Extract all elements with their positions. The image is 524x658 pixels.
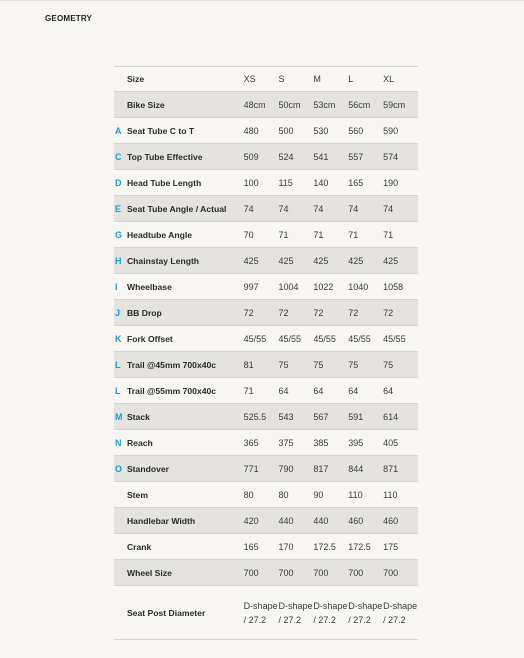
row-value: 71	[383, 229, 394, 240]
row-value: 420	[243, 515, 259, 526]
row-value: 574	[383, 151, 399, 162]
row-value: 170	[278, 541, 294, 552]
row-value: 48cm	[243, 99, 266, 110]
row-label: Chainstay Length	[126, 255, 200, 266]
row-value: 71	[278, 229, 289, 240]
table-row	[114, 430, 418, 456]
dimension-letter: L	[115, 359, 121, 370]
dimension-letter: G	[115, 229, 123, 240]
table-row	[114, 300, 418, 326]
row-value: 771	[243, 463, 259, 474]
table-row	[114, 196, 418, 222]
row-value: 74	[313, 203, 324, 214]
row-value: 110	[348, 489, 363, 500]
row-value: D-shape / 27.2	[278, 600, 313, 625]
row-value: 700	[278, 567, 294, 578]
row-value: D-shape / 27.2	[348, 600, 383, 625]
row-value: 64	[383, 385, 394, 396]
row-value: 590	[383, 125, 399, 136]
row-value: 524	[278, 151, 294, 162]
dimension-letter: L	[115, 385, 121, 396]
row-label: BB Drop	[126, 307, 162, 318]
row-value: 45/55	[278, 333, 301, 344]
table-row	[114, 92, 418, 118]
row-value: 1022	[313, 281, 334, 292]
dimension-letter: I	[115, 281, 118, 292]
row-label: Handlebar Width	[126, 515, 196, 526]
row-value: 172.5	[348, 541, 371, 552]
dimension-letter: N	[115, 437, 122, 448]
row-label: Seat Tube C to T	[126, 125, 195, 136]
row-value: 75	[278, 359, 289, 370]
row-value: 1058	[383, 281, 404, 292]
dimension-letter: M	[115, 411, 123, 422]
table-row	[114, 222, 418, 248]
row-value: 543	[278, 411, 294, 422]
row-value: 75	[313, 359, 324, 370]
row-value: 700	[383, 567, 399, 578]
row-value: 500	[278, 125, 294, 136]
row-value: 480	[243, 125, 259, 136]
row-label: Seat Post Diameter	[126, 607, 206, 618]
row-value: 395	[348, 437, 364, 448]
table-row	[114, 378, 418, 404]
dimension-letter: J	[115, 307, 121, 318]
row-value: D-shape / 27.2	[383, 600, 418, 625]
row-value: 385	[313, 437, 329, 448]
table-row	[114, 170, 418, 196]
row-value: 175	[383, 541, 399, 552]
row-value: 440	[278, 515, 294, 526]
top-divider	[0, 0, 524, 1]
row-value: 844	[348, 463, 364, 474]
geometry-table	[114, 66, 418, 640]
row-value: 790	[278, 463, 294, 474]
row-label: Reach	[126, 437, 153, 448]
row-value: 64	[348, 385, 359, 396]
row-value: 425	[313, 255, 329, 266]
row-value: 541	[313, 151, 329, 162]
row-value: 74	[348, 203, 359, 214]
row-value: 365	[243, 437, 259, 448]
row-value: 90	[313, 489, 324, 500]
row-value: 72	[278, 307, 289, 318]
row-value: 405	[383, 437, 399, 448]
section-title: GEOMETRY	[45, 14, 93, 23]
row-value: D-shape / 27.2	[313, 600, 348, 625]
row-value: 1004	[278, 281, 299, 292]
row-label: Seat Tube Angle / Actual	[126, 203, 227, 214]
row-value: D-shape / 27.2	[243, 600, 278, 625]
row-value: 425	[348, 255, 364, 266]
row-value: 45/55	[313, 333, 336, 344]
row-value: 74	[278, 203, 289, 214]
row-label: Head Tube Length	[126, 177, 202, 188]
row-value: 440	[313, 515, 329, 526]
row-value: 530	[313, 125, 329, 136]
table-row	[114, 404, 418, 430]
table-row	[114, 534, 418, 560]
row-value: 425	[243, 255, 259, 266]
table-row	[114, 586, 418, 640]
row-value: 71	[243, 385, 254, 396]
header-size-xs: XS	[243, 74, 256, 84]
row-value: 72	[313, 307, 324, 318]
row-value: 425	[383, 255, 399, 266]
row-value: 871	[383, 463, 399, 474]
row-value: 80	[243, 489, 254, 500]
row-value: 165	[243, 541, 259, 552]
row-value: 75	[348, 359, 359, 370]
row-value: 425	[278, 255, 294, 266]
table-row	[114, 118, 418, 144]
row-value: 591	[348, 411, 364, 422]
row-value: 59cm	[383, 99, 406, 110]
row-value: 567	[313, 411, 329, 422]
row-value: 110	[383, 489, 398, 500]
dimension-letter: K	[115, 333, 122, 344]
header-size-label: Size	[126, 74, 145, 84]
row-label: Bike Size	[126, 99, 165, 110]
row-value: 614	[383, 411, 399, 422]
table-row	[114, 456, 418, 482]
row-value: 64	[313, 385, 324, 396]
dimension-letter: O	[115, 463, 123, 474]
row-value: 1040	[348, 281, 369, 292]
row-label: Trail @55mm 700x40c	[126, 385, 217, 396]
row-value: 72	[243, 307, 254, 318]
row-label: Headtube Angle	[126, 229, 193, 240]
header-size-s: S	[278, 74, 285, 84]
row-value: 71	[348, 229, 359, 240]
row-value: 45/55	[348, 333, 371, 344]
row-value: 460	[383, 515, 399, 526]
row-value: 172.5	[313, 541, 336, 552]
dimension-letter: D	[115, 177, 122, 188]
row-value: 50cm	[278, 99, 301, 110]
row-value: 115	[278, 177, 293, 188]
row-label: Stack	[126, 411, 150, 422]
row-value: 71	[313, 229, 324, 240]
row-value: 700	[243, 567, 259, 578]
row-value: 700	[348, 567, 364, 578]
row-value: 509	[243, 151, 259, 162]
row-value: 53cm	[313, 99, 336, 110]
table-row	[114, 482, 418, 508]
row-value: 45/55	[383, 333, 406, 344]
row-value: 190	[383, 177, 399, 188]
table-row	[114, 144, 418, 170]
row-label: Wheel Size	[126, 567, 172, 578]
row-value: 460	[348, 515, 364, 526]
row-value: 72	[348, 307, 359, 318]
row-value: 525.5	[243, 411, 267, 422]
row-value: 997	[243, 281, 259, 292]
row-value: 56cm	[348, 99, 371, 110]
row-label: Top Tube Effective	[126, 151, 203, 162]
row-label: Stem	[126, 489, 148, 500]
row-value: 100	[243, 177, 259, 188]
table-row	[114, 560, 418, 586]
table-row	[114, 274, 418, 300]
row-value: 560	[348, 125, 364, 136]
row-label: Crank	[126, 541, 152, 552]
row-value: 45/55	[243, 333, 267, 344]
table-header-row	[114, 66, 418, 92]
table-row	[114, 508, 418, 534]
row-value: 74	[383, 203, 394, 214]
row-value: 80	[278, 489, 289, 500]
table-row	[114, 248, 418, 274]
row-label: Trail @45mm 700x40c	[126, 359, 217, 370]
header-size-xl: XL	[383, 74, 395, 84]
row-value: 81	[243, 359, 254, 370]
row-value: 817	[313, 463, 329, 474]
row-value: 64	[278, 385, 289, 396]
row-label: Standover	[126, 463, 169, 474]
dimension-letter: E	[115, 203, 122, 214]
table-body	[114, 92, 418, 640]
row-value: 375	[278, 437, 294, 448]
row-value: 140	[313, 177, 329, 188]
row-value: 165	[348, 177, 364, 188]
row-label: Fork Offset	[126, 333, 173, 344]
row-value: 74	[243, 203, 254, 214]
row-value: 70	[243, 229, 254, 240]
row-value: 557	[348, 151, 364, 162]
row-label: Wheelbase	[126, 281, 172, 292]
header-size-l: L	[348, 74, 354, 84]
dimension-letter: C	[115, 151, 122, 162]
table-row	[114, 352, 418, 378]
dimension-letter: A	[115, 125, 122, 136]
row-value: 700	[313, 567, 329, 578]
dimension-letter: H	[115, 255, 122, 266]
header-size-m: M	[313, 74, 321, 84]
row-value: 75	[383, 359, 394, 370]
table-row	[114, 326, 418, 352]
row-value: 72	[383, 307, 394, 318]
